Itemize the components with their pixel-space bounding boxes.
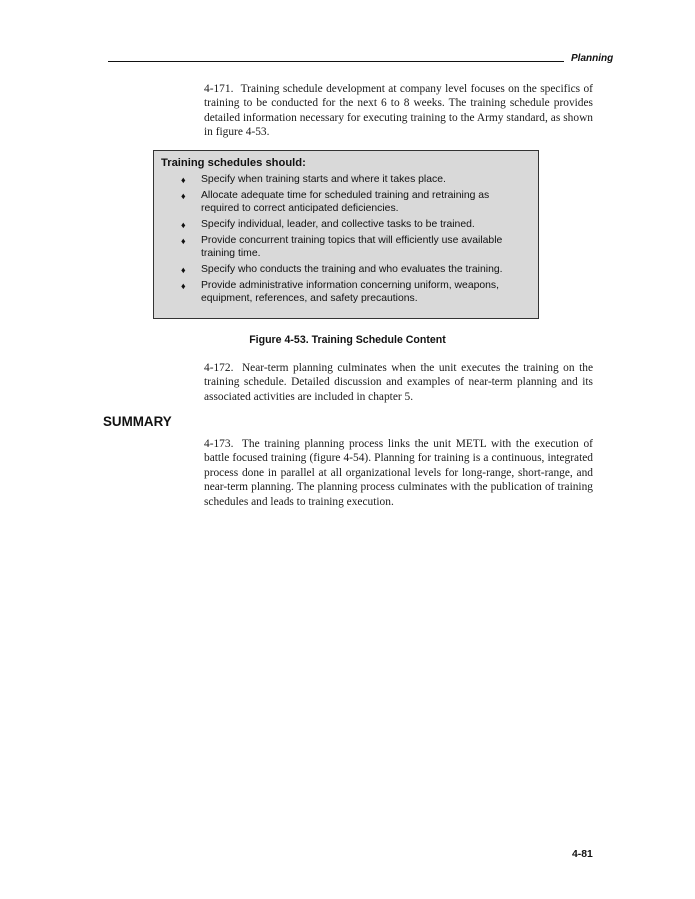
figure-caption-text: Figure 4-53. Training Schedule Content — [249, 334, 446, 346]
figure-4-53-box — [153, 150, 539, 319]
list-item-text: Specify individual, leader, and collective tasks to be trained. — [201, 218, 475, 230]
list-item — [154, 235, 538, 260]
diamond-bullet-icon: ♦ — [181, 175, 186, 185]
figure-heading: Training schedules should: — [161, 157, 306, 169]
diamond-bullet-icon: ♦ — [181, 264, 186, 275]
paragraph-4-173 — [204, 437, 593, 509]
figure-caption — [0, 334, 695, 346]
list-item-text: Allocate adequate time for scheduled training and retraining as required to correct anticipated deficiencies. — [201, 190, 490, 214]
list-item — [154, 190, 538, 215]
paragraph-text: Training schedule development at company level focuses on the specifics of training to be conducted for the next 6 to 8 weeks. The training schedule provides detailed information necessary for executing training to the Army standard, as shown in figure 4-53. — [204, 83, 593, 139]
list-item-text: Provide administrative information concerning uniform, weapons, equipment, references, and safety precautions. — [201, 280, 500, 304]
diamond-bullet-icon: ♦ — [181, 191, 186, 202]
list-item-text: Specify when training starts and where it takes place. — [201, 174, 446, 185]
list-item — [154, 219, 538, 232]
list-item — [154, 174, 538, 187]
diamond-bullet-icon: ♦ — [181, 219, 186, 230]
list-item — [154, 264, 538, 277]
diamond-bullet-icon: ♦ — [181, 281, 186, 292]
paragraph-4-172 — [204, 361, 593, 404]
paragraph-number: 4-171. — [204, 83, 234, 95]
paragraph-number: 4-172. — [204, 362, 234, 374]
paragraph-4-171 — [204, 82, 593, 140]
paragraph-number: 4-173. — [204, 438, 234, 450]
list-item-text: Specify who conducts the training and who evaluates the training. — [201, 263, 503, 275]
figure-list — [154, 174, 538, 309]
header-rule — [108, 61, 564, 62]
paragraph-text: The training planning process links the unit METL with the execution of battle focused training (figure 4-54). Planning for training is a continuous, integrated process done in parallel at all organizational levels for long-range, short-range, and near-term planning. The planning process culminates with the publication of training schedules and leads to training execution. — [204, 438, 593, 508]
diamond-bullet-icon: ♦ — [181, 236, 186, 247]
paragraph-text: Near-term planning culminates when the unit executes the training on the training schedule. Detailed discussion and examples of near-term planning and its associated activities are included in chapter 5. — [204, 362, 593, 403]
page-number: 4-81 — [572, 849, 593, 860]
running-header-title: Planning — [571, 53, 614, 64]
list-item — [154, 280, 538, 305]
section-heading-summary: SUMMARY — [103, 414, 172, 429]
list-item-text: Provide concurrent training topics that will efficiently use available training time. — [201, 235, 503, 259]
